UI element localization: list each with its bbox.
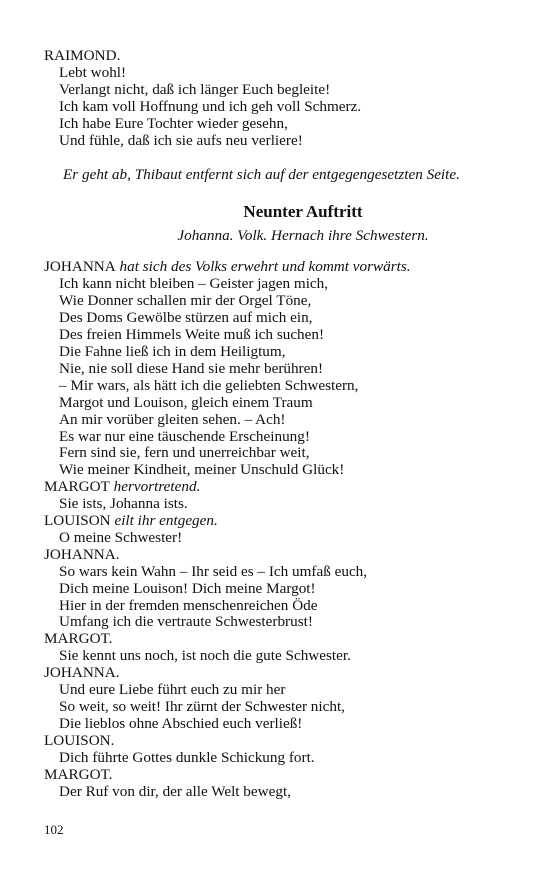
verse-line: Lebt wohl!	[59, 63, 127, 81]
speaker-name: JOHANNA.	[44, 545, 120, 563]
verse-line: Dich meine Louison! Dich meine Margot!	[59, 579, 316, 597]
speaker-name: MARGOT.	[44, 765, 113, 783]
speaker-name: JOHANNA	[44, 258, 116, 276]
scene-title: Neunter Auftritt	[243, 202, 363, 222]
speaker-name: RAIMOND.	[44, 47, 121, 64]
speaker-direction: hat sich des Volks erwehrt und kommt vorwärts.	[115, 258, 411, 276]
verse-line: Ich habe Eure Tochter wieder gesehn,	[59, 114, 288, 132]
speaker-line	[44, 479, 510, 496]
verse-line: So weit, so weit! Ihr zürnt der Schwester nicht,	[59, 698, 345, 715]
speaker-line	[44, 259, 510, 276]
verse-line: Ich kann nicht bleiben – Geister jagen mich,	[59, 275, 329, 293]
verse-line: Des freien Himmels Weite muß ich suchen!	[59, 326, 325, 344]
verse-line: Sie kennt uns noch, ist noch die gute Schwester.	[59, 647, 351, 665]
stage-direction: Er geht ab, Thibaut entfernt sich auf der entgegengesetzten Seite.	[63, 166, 460, 184]
verse-line: Sie ists, Johanna ists.	[59, 495, 188, 513]
verse-line: Nie, nie soll diese Hand sie mehr berühren!	[59, 359, 324, 377]
verse-line: Der Ruf von dir, der alle Welt bewegt,	[59, 782, 291, 800]
page-number: 102	[44, 822, 64, 837]
verse-line: Dich führte Gottes dunkle Schickung fort.	[59, 748, 315, 766]
verse-line: Wie meiner Kindheit, meiner Unschuld Glück!	[59, 461, 345, 479]
speaker-name: MARGOT	[44, 478, 110, 496]
verse-line: Umfang ich die vertraute Schwesterbrust!	[59, 613, 313, 631]
speaker-name: MARGOT.	[44, 630, 113, 648]
verse-line: So wars kein Wahn – Ihr seid es – Ich umfaß euch,	[59, 562, 368, 580]
speaker-direction: hervortretend.	[109, 478, 201, 496]
verse-line: Es war nur eine täuschende Erscheinung!	[59, 427, 310, 445]
verse-line: Und eure Liebe führt euch zu mir her	[59, 681, 286, 699]
speaker-line	[44, 513, 510, 530]
verse-line: Verlangt nicht, daß ich länger Euch begleite!	[59, 80, 331, 98]
verse-line: Ich kam voll Hoffnung und ich geh voll Schmerz.	[59, 97, 362, 115]
scene-characters: Johanna. Volk. Hernach ihre Schwestern.	[177, 227, 429, 245]
verse-line: An mir vorüber gleiten sehen. – Ach!	[59, 410, 286, 428]
verse-line: – Mir wars, als hätt ich die geliebten Schwestern,	[59, 376, 359, 394]
verse-line: Margot und Louison, gleich einem Traum	[59, 393, 313, 411]
speaker-name: JOHANNA.	[44, 664, 120, 682]
verse-line: Hier in der fremden menschenreichen Öde	[59, 596, 318, 614]
verse-line: Wie Donner schallen mir der Orgel Töne,	[59, 292, 312, 310]
speaker-name: LOUISON	[44, 512, 111, 530]
speaker-name: LOUISON.	[44, 731, 115, 749]
verse-line: Fern sind sie, fern und unerreichbar weit,	[59, 444, 310, 462]
verse-line: O meine Schwester!	[59, 528, 183, 546]
verse-line: Und fühle, daß ich sie aufs neu verliere!	[59, 131, 303, 149]
verse-line: Des Doms Gewölbe stürzen auf mich ein,	[59, 309, 313, 327]
verse-line: Die lieblos ohne Abschied euch verließ!	[59, 714, 303, 732]
speaker-direction: eilt ihr entgegen.	[110, 512, 218, 530]
verse-line: Die Fahne ließ ich in dem Heiligtum,	[59, 342, 286, 360]
